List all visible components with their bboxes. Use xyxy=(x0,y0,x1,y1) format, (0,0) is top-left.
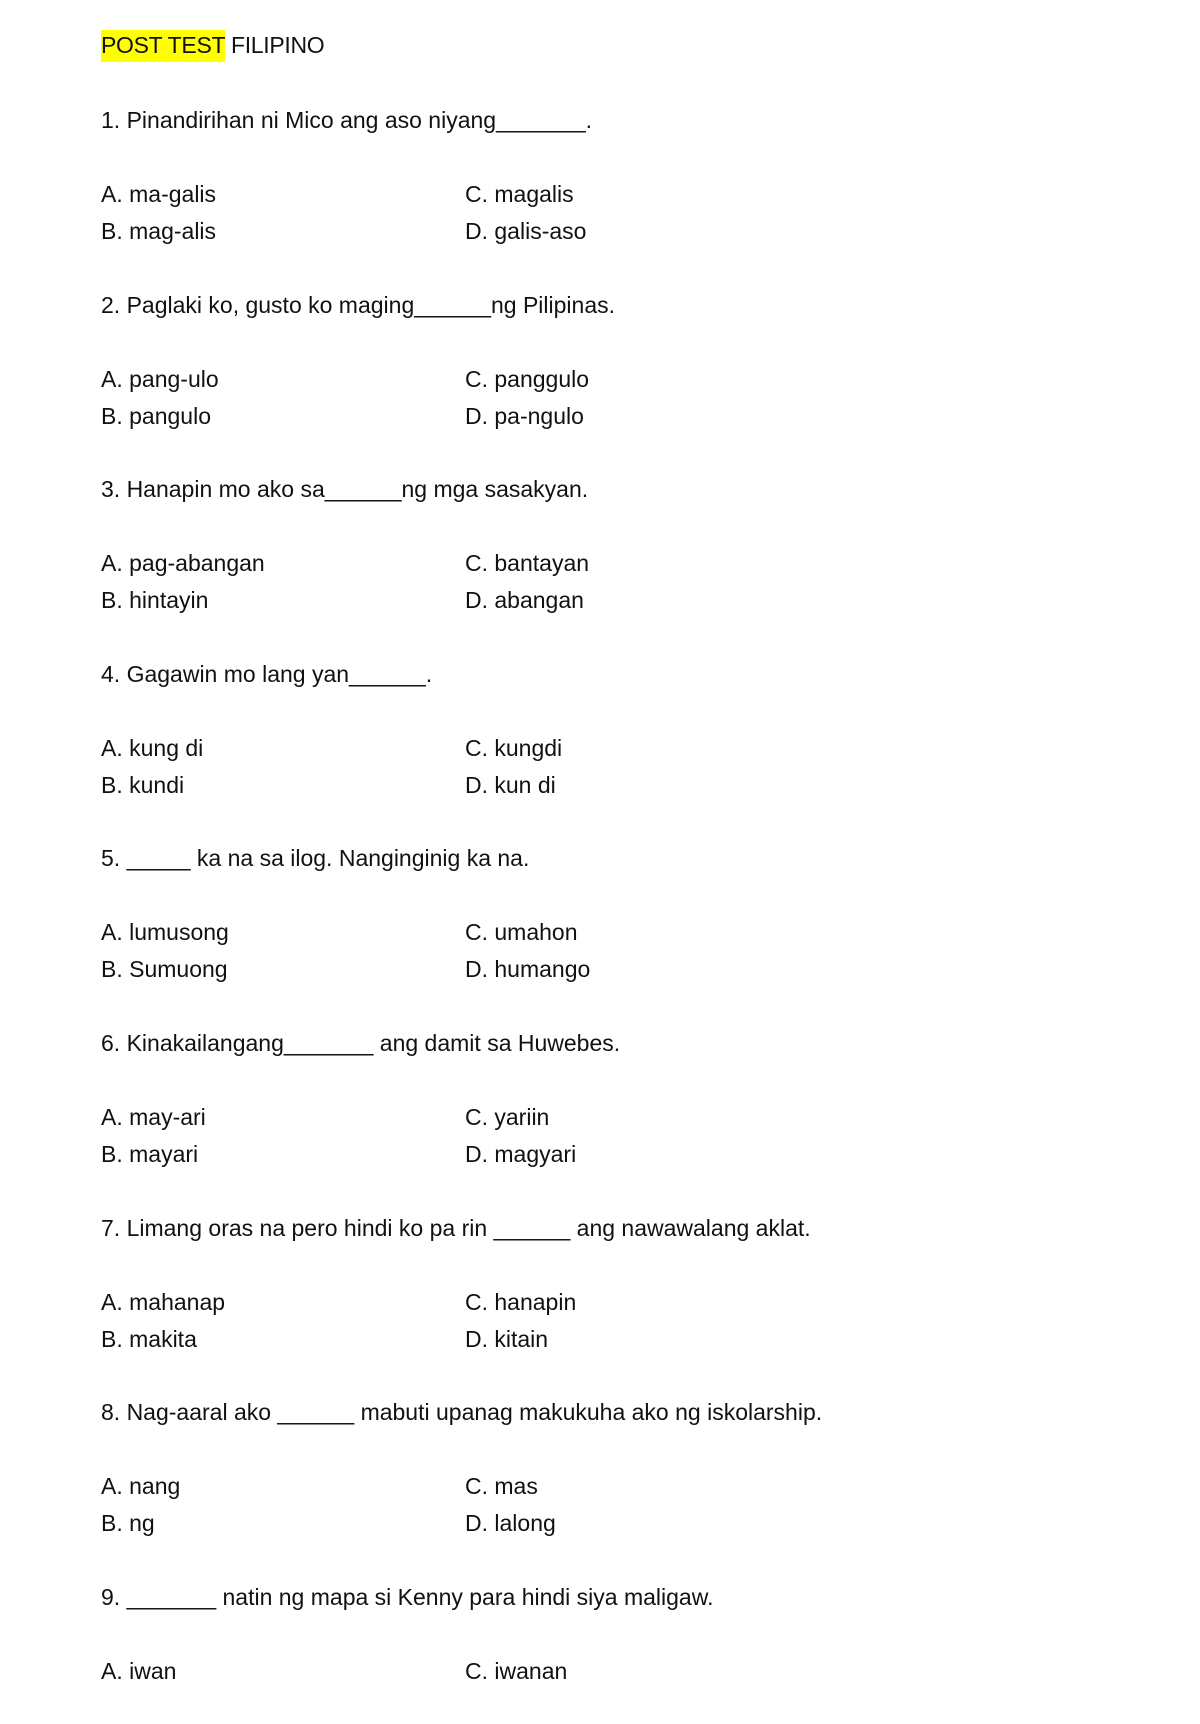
choice-a: A. ma-galis xyxy=(101,181,217,207)
answer-choices xyxy=(101,917,1101,985)
choice-c: C. magalis xyxy=(465,181,574,207)
choice-c: C. mas xyxy=(465,1473,538,1499)
choice-a: A. pag-abangan xyxy=(101,550,265,576)
choice-c: C. umahon xyxy=(465,919,578,945)
answer-choices xyxy=(101,1102,1101,1170)
question-text: 3. Hanapin mo ako sa______ng mga sasakyan. xyxy=(101,476,589,502)
answer-choices xyxy=(101,1656,1101,1724)
choice-b: B. Sumuong xyxy=(101,956,228,982)
choice-d: D. kun di xyxy=(465,772,556,798)
question-3 xyxy=(101,474,1101,616)
answer-choices xyxy=(101,1471,1101,1539)
question-1 xyxy=(101,105,1101,247)
choice-c: C. iwanan xyxy=(465,1658,568,1684)
question-9 xyxy=(101,1582,1101,1724)
choice-d: D. humango xyxy=(465,956,591,982)
choice-b: B. ng xyxy=(101,1510,155,1536)
answer-choices xyxy=(101,179,1101,247)
question-5 xyxy=(101,843,1101,985)
choice-b: B. makita xyxy=(101,1326,197,1352)
choice-a: A. iwan xyxy=(101,1658,177,1684)
question-text: 7. Limang oras na pero hindi ko pa rin ______ ang nawawalang aklat. xyxy=(101,1215,811,1241)
title-highlight: POST TEST xyxy=(101,30,225,62)
choice-a: A. nang xyxy=(101,1473,181,1499)
question-text: 5. _____ ka na sa ilog. Nanginginig ka na. xyxy=(101,845,530,871)
choice-b: B. hintayin xyxy=(101,587,209,613)
question-text: 9. _______ natin ng mapa si Kenny para hindi siya maligaw. xyxy=(101,1584,714,1610)
question-text: 2. Paglaki ko, gusto ko maging______ng Pilipinas. xyxy=(101,292,616,318)
choice-c: C. kungdi xyxy=(465,735,563,761)
choice-b: B. kundi xyxy=(101,772,185,798)
choice-a: A. lumusong xyxy=(101,919,229,945)
choice-d: D. magyari xyxy=(465,1141,577,1167)
question-text: 6. Kinakailangang_______ ang damit sa Huwebes. xyxy=(101,1030,621,1056)
choice-a: A. mahanap xyxy=(101,1289,226,1315)
answer-choices xyxy=(101,1287,1101,1355)
question-2 xyxy=(101,290,1101,432)
question-7 xyxy=(101,1213,1101,1355)
choice-d: D. abangan xyxy=(465,587,584,613)
question-text: 1. Pinandirihan ni Mico ang aso niyang_______. xyxy=(101,107,593,133)
document-title xyxy=(101,30,324,60)
choice-a: A. may-ari xyxy=(101,1104,206,1130)
choice-c: C. hanapin xyxy=(465,1289,577,1315)
question-text: 4. Gagawin mo lang yan______. xyxy=(101,661,433,687)
choice-b: B. mag-alis xyxy=(101,218,217,244)
answer-choices xyxy=(101,548,1101,616)
question-8 xyxy=(101,1397,1101,1539)
question-4 xyxy=(101,659,1101,801)
choice-b: B. mayari xyxy=(101,1141,199,1167)
answer-choices xyxy=(101,364,1101,432)
choice-b: B. pangulo xyxy=(101,403,211,429)
choice-d: D. kitain xyxy=(465,1326,549,1352)
choice-d: D. lalong xyxy=(465,1510,556,1536)
answer-choices xyxy=(101,733,1101,801)
choice-a: A. pang-ulo xyxy=(101,366,219,392)
choice-c: C. panggulo xyxy=(465,366,590,392)
question-6 xyxy=(101,1028,1101,1170)
question-text: 8. Nag-aaral ako ______ mabuti upanag makukuha ako ng iskolarship. xyxy=(101,1399,823,1425)
choice-a: A. kung di xyxy=(101,735,204,761)
choice-d: D. pa-ngulo xyxy=(465,403,584,429)
title-subject: FILIPINO xyxy=(224,32,325,58)
choice-d: D. galis-aso xyxy=(465,218,587,244)
choice-c: C. yariin xyxy=(465,1104,550,1130)
choice-c: C. bantayan xyxy=(465,550,590,576)
